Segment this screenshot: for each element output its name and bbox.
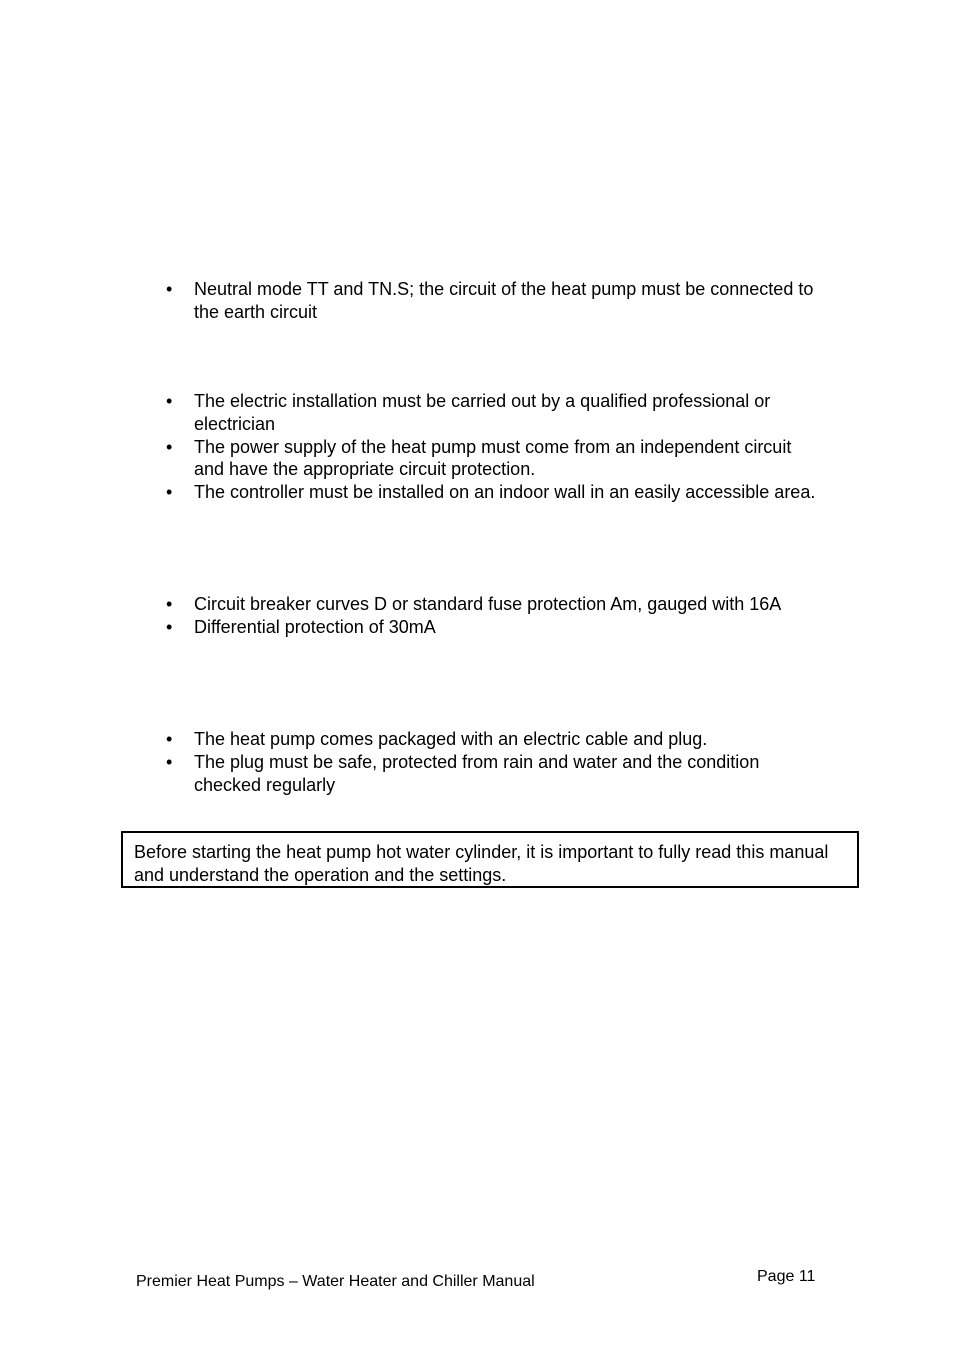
- cable-plug-list: [162, 728, 822, 797]
- list-item-text: The controller must be installed on an indoor wall in an easily accessible area.: [194, 482, 816, 502]
- notice-box: Before starting the heat pump hot water cylinder, it is important to fully read this manual and understand the operation and the settings.: [121, 831, 859, 888]
- footer-title: Premier Heat Pumps – Water Heater and Chiller Manual: [136, 1273, 535, 1290]
- list-item-text: Differential protection of 30mA: [194, 617, 436, 637]
- list-item-text: Circuit breaker curves D or standard fuse protection Am, gauged with 16A: [194, 594, 782, 614]
- list-item: [162, 481, 822, 504]
- list-item: [162, 278, 822, 323]
- bullet-icon: •: [166, 279, 173, 299]
- installation-list: [162, 390, 822, 504]
- bullet-icon: •: [166, 391, 173, 411]
- bullet-icon: •: [166, 617, 173, 637]
- protection-list: [162, 593, 822, 639]
- list-item: [162, 616, 822, 639]
- list-item: [162, 593, 822, 616]
- bullet-icon: •: [166, 729, 173, 749]
- list-item: [162, 390, 822, 435]
- bullet-icon: •: [166, 482, 173, 502]
- list-item-text: The power supply of the heat pump must come from an independent circuit and have the appropriate circuit protection.: [194, 436, 792, 479]
- list-item: [162, 436, 822, 481]
- bullet-icon: •: [166, 436, 173, 457]
- list-item-text: The heat pump comes packaged with an electric cable and plug.: [194, 729, 708, 749]
- earthing-list: [162, 278, 822, 324]
- list-item: [162, 751, 822, 796]
- list-item-text: The plug must be safe, protected from rain and water and the condition checked regularly: [194, 752, 760, 795]
- bullet-icon: •: [166, 752, 173, 772]
- page-number: Page 11: [757, 1268, 816, 1285]
- list-item-text: Neutral mode TT and TN.S; the circuit of the heat pump must be connected to the earth circuit: [194, 279, 814, 322]
- list-item-text: The electric installation must be carried out by a qualified professional or electrician: [194, 391, 771, 434]
- list-item: [162, 728, 822, 751]
- bullet-icon: •: [166, 594, 173, 614]
